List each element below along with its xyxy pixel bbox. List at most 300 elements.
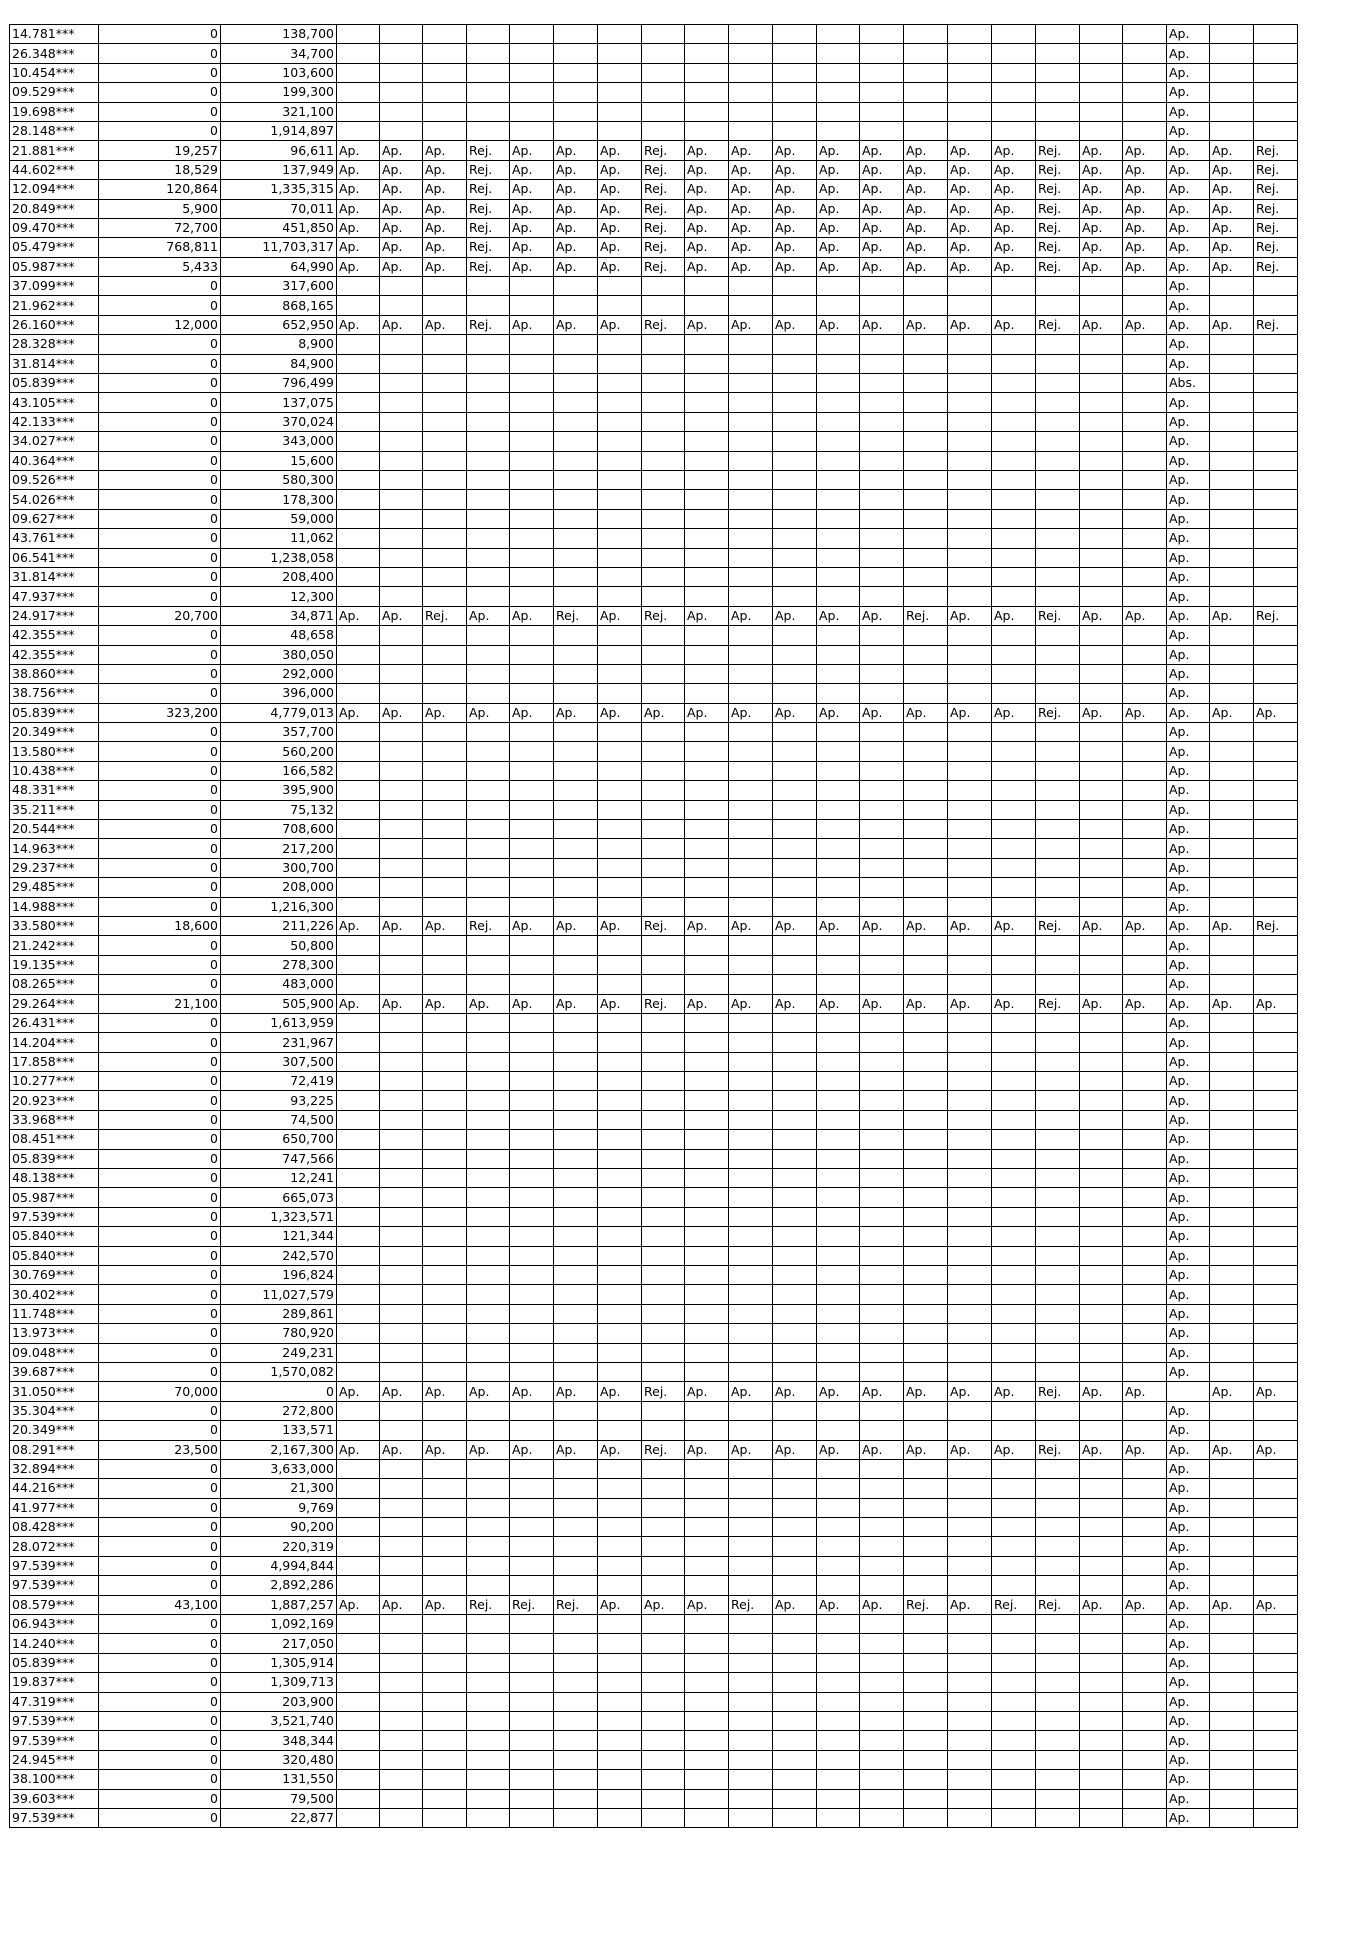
vote-cell bbox=[1123, 955, 1167, 974]
vote-table bbox=[9, 24, 1298, 1828]
vote-cell bbox=[1036, 1673, 1080, 1692]
vote-cell bbox=[423, 490, 467, 509]
vote-cell bbox=[554, 1324, 598, 1343]
vote-cell bbox=[380, 1789, 423, 1808]
vote-cell bbox=[1254, 664, 1298, 683]
vote-cell bbox=[1036, 1013, 1080, 1032]
vote-cell bbox=[948, 626, 992, 645]
shares-a-cell: 0 bbox=[99, 878, 221, 897]
vote-cell bbox=[598, 1556, 642, 1575]
vote-cell bbox=[1123, 529, 1167, 548]
vote-cell bbox=[423, 1013, 467, 1032]
vote-cell bbox=[554, 567, 598, 586]
vote-cell bbox=[1123, 63, 1167, 82]
vote-cell bbox=[817, 587, 860, 606]
vote-cell bbox=[1210, 761, 1254, 780]
vote-cell bbox=[1036, 742, 1080, 761]
vote-cell bbox=[1080, 1401, 1123, 1420]
vote-cell: Ap. bbox=[1167, 412, 1210, 431]
vote-cell bbox=[685, 567, 729, 586]
vote-cell bbox=[817, 1033, 860, 1052]
vote-cell: Ap. bbox=[510, 180, 554, 199]
shareholder-id-cell: 97.539*** bbox=[10, 1808, 99, 1827]
vote-cell bbox=[467, 878, 510, 897]
vote-cell: Ap. bbox=[904, 238, 948, 257]
vote-cell bbox=[337, 1556, 380, 1575]
vote-cell bbox=[337, 839, 380, 858]
vote-cell bbox=[1080, 63, 1123, 82]
vote-cell bbox=[992, 645, 1036, 664]
vote-cell: Ap. bbox=[1167, 1013, 1210, 1032]
vote-cell bbox=[729, 335, 773, 354]
vote-cell bbox=[510, 25, 554, 44]
vote-cell bbox=[510, 626, 554, 645]
vote-cell bbox=[685, 1731, 729, 1750]
table-row bbox=[10, 1188, 1298, 1207]
vote-cell bbox=[598, 1537, 642, 1556]
vote-cell bbox=[1254, 44, 1298, 63]
vote-cell bbox=[1080, 1266, 1123, 1285]
shares-a-cell: 0 bbox=[99, 975, 221, 994]
vote-cell bbox=[337, 548, 380, 567]
vote-cell bbox=[860, 1072, 904, 1091]
vote-cell bbox=[554, 63, 598, 82]
shares-a-cell: 0 bbox=[99, 1479, 221, 1498]
vote-cell bbox=[423, 63, 467, 82]
vote-cell bbox=[948, 1110, 992, 1129]
shares-b-cell: 84,900 bbox=[221, 354, 337, 373]
vote-cell bbox=[773, 1576, 817, 1595]
vote-cell bbox=[904, 1285, 948, 1304]
vote-cell bbox=[729, 781, 773, 800]
vote-cell bbox=[1080, 1498, 1123, 1517]
vote-cell bbox=[948, 102, 992, 121]
vote-cell: Ap. bbox=[685, 141, 729, 160]
vote-cell bbox=[817, 102, 860, 121]
vote-cell bbox=[1036, 44, 1080, 63]
vote-cell: Ap. bbox=[467, 1440, 510, 1459]
shareholder-id-cell: 20.349*** bbox=[10, 1421, 99, 1440]
vote-cell bbox=[685, 761, 729, 780]
vote-cell: Ap. bbox=[380, 606, 423, 625]
vote-cell bbox=[598, 723, 642, 742]
vote-cell bbox=[1254, 83, 1298, 102]
vote-cell bbox=[380, 1537, 423, 1556]
vote-cell bbox=[860, 1537, 904, 1556]
vote-cell bbox=[642, 1537, 685, 1556]
vote-cell bbox=[380, 412, 423, 431]
table-row bbox=[10, 567, 1298, 586]
vote-cell bbox=[423, 1518, 467, 1537]
shares-a-cell: 0 bbox=[99, 1304, 221, 1323]
vote-cell bbox=[467, 1343, 510, 1362]
vote-cell: Ap. bbox=[1167, 1285, 1210, 1304]
vote-cell bbox=[685, 664, 729, 683]
vote-cell bbox=[510, 684, 554, 703]
shareholder-id-cell: 26.160*** bbox=[10, 315, 99, 334]
shareholder-id-cell: 38.756*** bbox=[10, 684, 99, 703]
vote-cell bbox=[598, 567, 642, 586]
table-row bbox=[10, 587, 1298, 606]
vote-cell: Ap. bbox=[380, 180, 423, 199]
shareholder-id-cell: 10.438*** bbox=[10, 761, 99, 780]
table-row bbox=[10, 238, 1298, 257]
vote-cell bbox=[380, 44, 423, 63]
table-row bbox=[10, 1459, 1298, 1478]
vote-cell bbox=[642, 587, 685, 606]
vote-cell bbox=[380, 1072, 423, 1091]
vote-cell bbox=[380, 1052, 423, 1071]
vote-cell bbox=[773, 1304, 817, 1323]
vote-cell: Ap. bbox=[1167, 897, 1210, 916]
vote-cell: Ap. bbox=[1167, 1266, 1210, 1285]
shares-b-cell: 1,309,713 bbox=[221, 1673, 337, 1692]
shares-b-cell: 74,500 bbox=[221, 1110, 337, 1129]
vote-cell bbox=[1036, 432, 1080, 451]
vote-cell bbox=[337, 897, 380, 916]
vote-cell bbox=[1210, 820, 1254, 839]
vote-cell: Ap. bbox=[860, 1440, 904, 1459]
shares-b-cell: 0 bbox=[221, 1382, 337, 1401]
vote-cell: Ap. bbox=[1167, 1479, 1210, 1498]
vote-cell bbox=[860, 1401, 904, 1420]
table-row bbox=[10, 1498, 1298, 1517]
vote-cell bbox=[904, 121, 948, 140]
vote-cell: Ap. bbox=[598, 218, 642, 237]
vote-cell bbox=[817, 820, 860, 839]
shares-b-cell: 3,633,000 bbox=[221, 1459, 337, 1478]
vote-cell bbox=[1080, 1227, 1123, 1246]
vote-cell bbox=[817, 1750, 860, 1769]
vote-cell bbox=[337, 1052, 380, 1071]
shares-a-cell: 0 bbox=[99, 955, 221, 974]
vote-cell bbox=[1123, 645, 1167, 664]
vote-cell bbox=[380, 742, 423, 761]
vote-cell: Ap. bbox=[992, 916, 1036, 935]
vote-cell bbox=[554, 1459, 598, 1478]
vote-cell bbox=[992, 897, 1036, 916]
vote-cell: Ap. bbox=[1167, 1459, 1210, 1478]
vote-cell bbox=[992, 529, 1036, 548]
vote-cell bbox=[948, 44, 992, 63]
vote-cell bbox=[992, 83, 1036, 102]
vote-cell bbox=[1123, 1130, 1167, 1149]
vote-cell bbox=[904, 83, 948, 102]
vote-cell bbox=[1036, 490, 1080, 509]
vote-cell bbox=[1036, 897, 1080, 916]
vote-cell bbox=[467, 1615, 510, 1634]
vote-cell: Ap. bbox=[1167, 1304, 1210, 1323]
vote-cell bbox=[1254, 1110, 1298, 1129]
shares-a-cell: 0 bbox=[99, 800, 221, 819]
vote-cell bbox=[729, 587, 773, 606]
vote-cell: Ap. bbox=[1167, 916, 1210, 935]
vote-cell bbox=[948, 1130, 992, 1149]
vote-cell bbox=[510, 761, 554, 780]
shares-a-cell: 120,864 bbox=[99, 180, 221, 199]
shares-b-cell: 868,165 bbox=[221, 296, 337, 315]
vote-cell bbox=[642, 1285, 685, 1304]
shares-b-cell: 3,521,740 bbox=[221, 1711, 337, 1730]
shareholder-id-cell: 12.094*** bbox=[10, 180, 99, 199]
table-row bbox=[10, 1304, 1298, 1323]
vote-cell bbox=[860, 897, 904, 916]
vote-cell bbox=[642, 1653, 685, 1672]
vote-cell bbox=[337, 684, 380, 703]
vote-cell bbox=[380, 83, 423, 102]
table-row bbox=[10, 723, 1298, 742]
vote-cell bbox=[510, 296, 554, 315]
vote-cell: Ap. bbox=[554, 916, 598, 935]
vote-cell bbox=[1080, 955, 1123, 974]
vote-cell bbox=[1210, 1750, 1254, 1769]
vote-cell bbox=[467, 1033, 510, 1052]
table-row bbox=[10, 393, 1298, 412]
vote-cell bbox=[380, 1324, 423, 1343]
vote-cell bbox=[904, 1207, 948, 1226]
vote-cell bbox=[337, 470, 380, 489]
vote-cell bbox=[773, 839, 817, 858]
table-row bbox=[10, 975, 1298, 994]
vote-cell bbox=[1123, 121, 1167, 140]
vote-cell bbox=[817, 742, 860, 761]
shareholder-id-cell: 97.539*** bbox=[10, 1731, 99, 1750]
vote-cell bbox=[992, 684, 1036, 703]
table-row bbox=[10, 1382, 1298, 1401]
vote-cell: Ap. bbox=[904, 1382, 948, 1401]
shares-b-cell: 50,800 bbox=[221, 936, 337, 955]
vote-cell bbox=[337, 1673, 380, 1692]
vote-cell: Rej. bbox=[642, 994, 685, 1013]
vote-cell bbox=[773, 451, 817, 470]
vote-cell bbox=[1254, 393, 1298, 412]
vote-cell bbox=[337, 412, 380, 431]
vote-cell bbox=[992, 1130, 1036, 1149]
vote-cell bbox=[598, 1072, 642, 1091]
shareholder-id-cell: 97.539*** bbox=[10, 1556, 99, 1575]
vote-cell bbox=[860, 1576, 904, 1595]
vote-cell bbox=[948, 1731, 992, 1750]
vote-cell bbox=[817, 1052, 860, 1071]
vote-cell bbox=[817, 1711, 860, 1730]
vote-cell bbox=[554, 587, 598, 606]
shareholder-id-cell: 14.988*** bbox=[10, 897, 99, 916]
vote-cell bbox=[1210, 897, 1254, 916]
vote-cell bbox=[729, 1576, 773, 1595]
vote-cell bbox=[948, 1072, 992, 1091]
vote-cell bbox=[642, 645, 685, 664]
vote-cell bbox=[642, 1110, 685, 1129]
vote-cell bbox=[773, 1207, 817, 1226]
vote-cell bbox=[642, 296, 685, 315]
shares-a-cell: 70,000 bbox=[99, 1382, 221, 1401]
vote-cell bbox=[510, 1227, 554, 1246]
vote-cell bbox=[992, 800, 1036, 819]
vote-cell bbox=[685, 1711, 729, 1730]
vote-cell bbox=[904, 44, 948, 63]
vote-cell bbox=[773, 470, 817, 489]
vote-cell bbox=[380, 1653, 423, 1672]
vote-cell bbox=[1254, 1013, 1298, 1032]
vote-cell bbox=[904, 1498, 948, 1517]
vote-cell bbox=[773, 25, 817, 44]
vote-cell bbox=[598, 897, 642, 916]
vote-cell bbox=[1123, 393, 1167, 412]
vote-cell bbox=[467, 684, 510, 703]
vote-cell bbox=[1036, 1634, 1080, 1653]
vote-cell bbox=[1254, 470, 1298, 489]
vote-cell bbox=[337, 121, 380, 140]
table-row bbox=[10, 1207, 1298, 1226]
vote-cell bbox=[685, 1362, 729, 1381]
vote-cell bbox=[860, 723, 904, 742]
vote-cell: Rej. bbox=[467, 916, 510, 935]
vote-cell bbox=[992, 1362, 1036, 1381]
shareholder-id-cell: 11.748*** bbox=[10, 1304, 99, 1323]
vote-cell: Ap. bbox=[1167, 1324, 1210, 1343]
shares-b-cell: 96,611 bbox=[221, 141, 337, 160]
vote-cell bbox=[467, 1711, 510, 1730]
table-row bbox=[10, 839, 1298, 858]
vote-cell bbox=[729, 1227, 773, 1246]
vote-cell bbox=[598, 664, 642, 683]
vote-cell: Ap. bbox=[817, 315, 860, 334]
vote-cell bbox=[598, 1731, 642, 1750]
vote-cell bbox=[554, 1711, 598, 1730]
shares-a-cell: 768,811 bbox=[99, 238, 221, 257]
vote-cell bbox=[642, 1052, 685, 1071]
vote-cell bbox=[860, 412, 904, 431]
vote-cell bbox=[642, 1421, 685, 1440]
shareholder-id-cell: 54.026*** bbox=[10, 490, 99, 509]
vote-cell bbox=[904, 587, 948, 606]
vote-cell: Ap. bbox=[1080, 703, 1123, 722]
vote-cell bbox=[904, 277, 948, 296]
shareholder-id-cell: 47.319*** bbox=[10, 1692, 99, 1711]
vote-cell bbox=[337, 955, 380, 974]
vote-cell bbox=[554, 1149, 598, 1168]
vote-cell bbox=[904, 1459, 948, 1478]
table-row bbox=[10, 1246, 1298, 1265]
shares-b-cell: 231,967 bbox=[221, 1033, 337, 1052]
vote-cell bbox=[685, 354, 729, 373]
vote-cell bbox=[380, 1518, 423, 1537]
vote-cell bbox=[1254, 1518, 1298, 1537]
vote-cell bbox=[1123, 897, 1167, 916]
vote-cell bbox=[948, 412, 992, 431]
shareholder-id-cell: 35.211*** bbox=[10, 800, 99, 819]
vote-cell bbox=[1036, 1653, 1080, 1672]
vote-table-body bbox=[10, 25, 1298, 1828]
vote-cell bbox=[817, 1576, 860, 1595]
vote-cell bbox=[1123, 470, 1167, 489]
vote-cell: Ap. bbox=[729, 180, 773, 199]
vote-cell bbox=[423, 412, 467, 431]
vote-cell bbox=[860, 451, 904, 470]
vote-cell bbox=[948, 781, 992, 800]
vote-cell bbox=[729, 1110, 773, 1129]
vote-cell bbox=[904, 1634, 948, 1653]
vote-cell: Ap. bbox=[598, 199, 642, 218]
shares-b-cell: 278,300 bbox=[221, 955, 337, 974]
vote-cell bbox=[1036, 626, 1080, 645]
vote-cell bbox=[467, 1692, 510, 1711]
shares-a-cell: 0 bbox=[99, 1401, 221, 1420]
vote-cell bbox=[948, 1770, 992, 1789]
vote-cell bbox=[685, 83, 729, 102]
vote-cell bbox=[992, 1653, 1036, 1672]
vote-cell bbox=[380, 509, 423, 528]
vote-cell bbox=[1080, 1770, 1123, 1789]
vote-cell bbox=[1254, 1169, 1298, 1188]
vote-cell bbox=[948, 1653, 992, 1672]
vote-cell: Ap. bbox=[554, 218, 598, 237]
shares-a-cell: 0 bbox=[99, 1149, 221, 1168]
vote-cell: Ap. bbox=[1167, 800, 1210, 819]
vote-cell bbox=[642, 393, 685, 412]
vote-cell bbox=[1080, 975, 1123, 994]
vote-cell: Ap. bbox=[1123, 1595, 1167, 1614]
vote-cell bbox=[380, 1266, 423, 1285]
vote-cell bbox=[467, 277, 510, 296]
vote-cell bbox=[1123, 1188, 1167, 1207]
vote-cell bbox=[860, 1750, 904, 1769]
vote-cell bbox=[904, 1110, 948, 1129]
vote-cell: Rej. bbox=[904, 1595, 948, 1614]
vote-cell: Ap. bbox=[773, 1595, 817, 1614]
vote-cell: Ap. bbox=[1167, 1615, 1210, 1634]
vote-cell bbox=[948, 1401, 992, 1420]
table-row bbox=[10, 277, 1298, 296]
vote-cell bbox=[1254, 684, 1298, 703]
vote-cell: Ap. bbox=[1167, 83, 1210, 102]
vote-cell bbox=[685, 1576, 729, 1595]
vote-cell bbox=[1210, 1731, 1254, 1750]
vote-cell bbox=[685, 1227, 729, 1246]
shares-b-cell: 11,062 bbox=[221, 529, 337, 548]
table-row bbox=[10, 296, 1298, 315]
vote-cell bbox=[380, 858, 423, 877]
vote-cell bbox=[860, 1556, 904, 1575]
vote-cell bbox=[598, 451, 642, 470]
vote-cell: Ap. bbox=[1080, 606, 1123, 625]
vote-cell: Ap. bbox=[554, 315, 598, 334]
vote-cell: Ap. bbox=[1167, 936, 1210, 955]
vote-cell bbox=[1123, 781, 1167, 800]
vote-cell bbox=[904, 1731, 948, 1750]
shares-a-cell: 0 bbox=[99, 1459, 221, 1478]
vote-cell bbox=[948, 451, 992, 470]
shares-a-cell: 0 bbox=[99, 277, 221, 296]
shares-b-cell: 178,300 bbox=[221, 490, 337, 509]
shares-a-cell: 0 bbox=[99, 1052, 221, 1071]
vote-cell bbox=[948, 1343, 992, 1362]
vote-cell: Ap. bbox=[1167, 141, 1210, 160]
vote-cell bbox=[1036, 800, 1080, 819]
vote-cell bbox=[904, 1052, 948, 1071]
vote-cell bbox=[642, 25, 685, 44]
vote-cell bbox=[642, 509, 685, 528]
vote-cell: Ap. bbox=[1123, 1382, 1167, 1401]
vote-cell bbox=[598, 335, 642, 354]
vote-cell: Ap. bbox=[1210, 257, 1254, 276]
vote-cell bbox=[1210, 1634, 1254, 1653]
vote-cell bbox=[992, 1285, 1036, 1304]
vote-cell: Ap. bbox=[729, 141, 773, 160]
table-row bbox=[10, 160, 1298, 179]
vote-cell bbox=[380, 1711, 423, 1730]
vote-cell bbox=[773, 1750, 817, 1769]
